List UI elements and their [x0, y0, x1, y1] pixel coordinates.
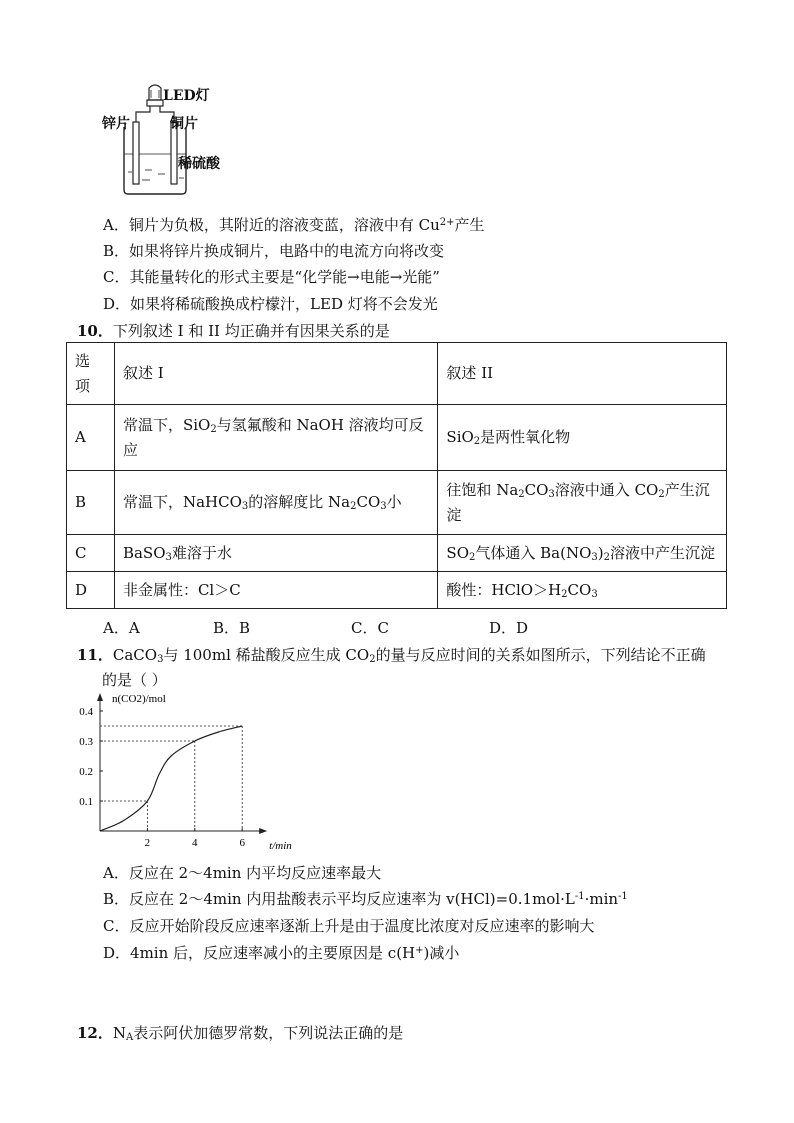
copper-label: 铜片 — [170, 116, 198, 132]
q10-choice-c[interactable]: C．C — [351, 619, 389, 637]
y-axis-label: n(CO2)/mol — [112, 693, 166, 705]
x-tick-label: 6 — [239, 837, 245, 849]
q9-option-b[interactable]: B．如果将锌片换成铜片，电路中的电流方向将改变 — [103, 242, 445, 260]
q10-choice-a[interactable]: A．A — [103, 619, 140, 637]
q10-choice-b[interactable]: B．B — [213, 619, 251, 637]
table-row: D 非金属性：Cl＞C 酸性：$HClO>H_2CO_3$ — [67, 572, 727, 609]
q10-choice-d[interactable]: D．D — [489, 619, 529, 637]
acid-label: 稀硫酸 — [178, 156, 220, 172]
series-line — [100, 726, 242, 831]
zinc-label: 锌片 — [102, 116, 130, 132]
q11-option-d[interactable]: D．4min 后，反应速率减小的主要原因是 c(H+)减小 — [103, 944, 460, 962]
y-tick-label: 0.1 — [79, 796, 93, 808]
x-tick-label: 4 — [192, 837, 198, 849]
y-tick-label: 0.4 — [79, 706, 93, 718]
x-tick-label: 2 — [144, 837, 151, 849]
table-row: A 常温下，SiO$_2$与氢氟酸和 NaOH 溶液均可反应 SiO$_2$是两性氧化物 — [67, 405, 727, 471]
x-axis-label: t/min — [269, 840, 292, 852]
x-axis-arrow — [259, 828, 267, 834]
q11-stem-line2: 的是（ ） — [102, 671, 167, 689]
q11-option-b[interactable]: B．反应在 2～4min 内用盐酸表示平均反应速率为 $v(HCl)=0.1mol\cdot L^{-1}\cdot\min^{-1}$ — [103, 890, 628, 908]
led-label: LED灯 — [163, 88, 210, 104]
y-tick-label: 0.2 — [79, 766, 93, 778]
q10-stem: 10．下列叙述 I 和 II 均正确并有因果关系的是 — [77, 322, 390, 340]
q9-option-d[interactable]: D．如果将稀硫酸换成柠檬汁，LED 灯将不会发光 — [103, 295, 438, 313]
table-row: B 常温下，NaHCO$_3$的溶解度比 $Na_2CO_3$小 往饱和 $Na_2CO_3$溶液中通入 $CO_2$产生沉淀 — [67, 471, 727, 535]
table-row: C BaSO$_3$难溶于水 $SO_2$气体通入 $Ba(NO_3)_2$溶液中产生沉淀 — [67, 535, 727, 572]
q10-table — [66, 342, 727, 609]
q12-stem: 12．$N_A$表示阿伏加德罗常数，下列说法正确的是 — [77, 1024, 404, 1043]
q11-option-a[interactable]: A．反应在 2～4min 内平均反应速率最大 — [103, 864, 382, 882]
q9-option-c[interactable]: C．其能量转化的形式主要是“化学能→电能→光能” — [103, 268, 440, 286]
y-axis-arrow — [97, 693, 103, 701]
table-header-row: 选 项 叙述 I 叙述 II — [67, 343, 727, 405]
q11-stem: 11．CaCO$_3$与 100ml 稀盐酸反应生成 $CO_2$的量与反应时间的关系如图所示，下列结论不正确 — [77, 646, 706, 665]
q11-option-c[interactable]: C．反应开始阶段反应速率逐渐上升是由于温度比浓度对反应速率的影响大 — [103, 917, 595, 935]
co2-time-chart — [70, 690, 300, 855]
y-tick-label: 0.3 — [79, 736, 93, 748]
q9-option-a[interactable]: A．铜片为负极，其附近的溶液变蓝，溶液中有 $Cu^{2+}$产生 — [103, 216, 485, 234]
zinc-electrode — [133, 122, 139, 184]
